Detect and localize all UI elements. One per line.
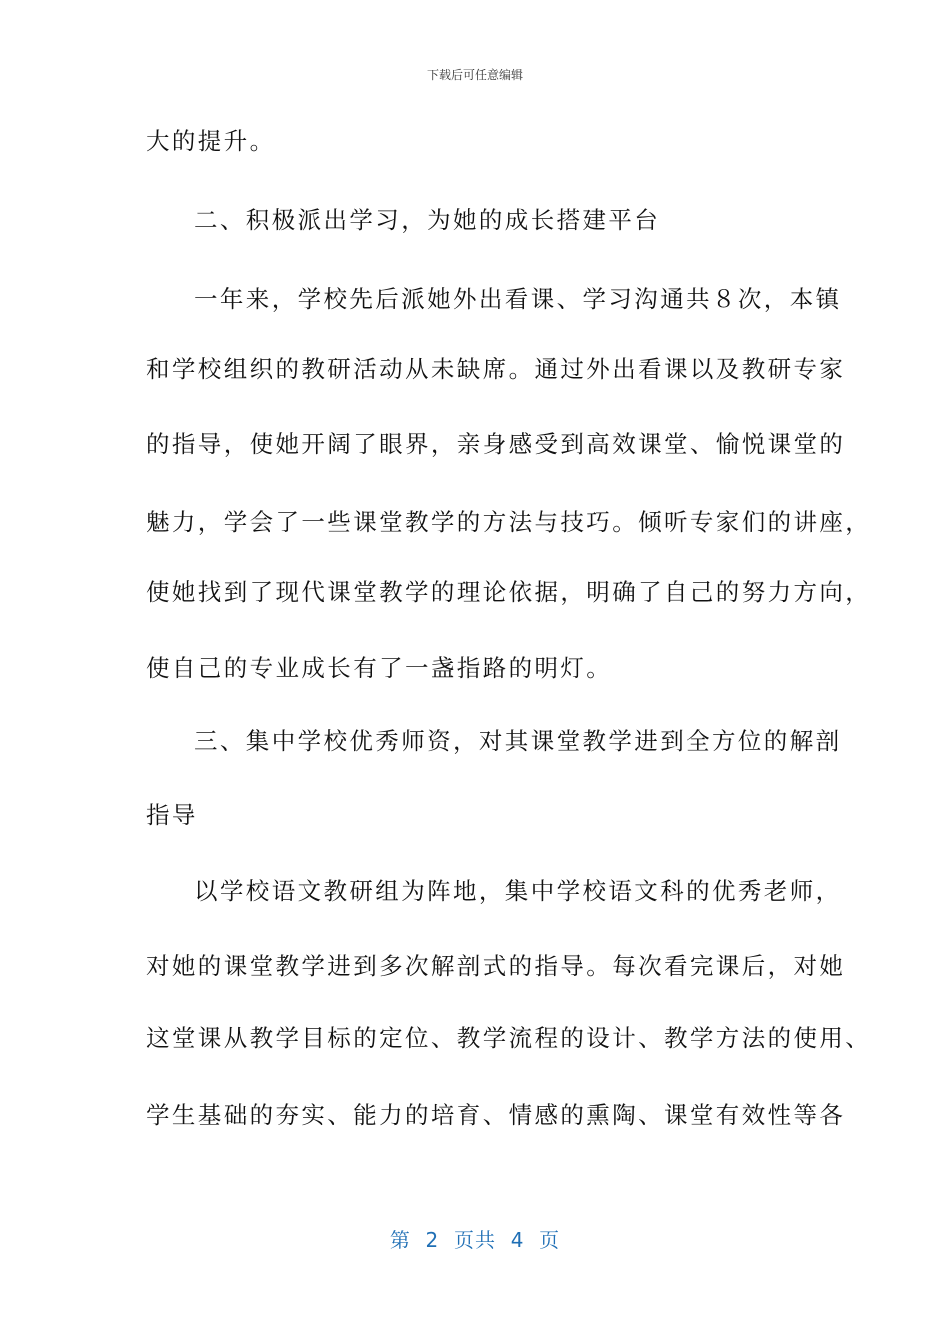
- text-line: 使她找到了现代课堂教学的理论依据，明确了自己的努力方向，: [146, 578, 872, 606]
- header-note: 下载后可任意编辑: [426, 68, 523, 82]
- text-line: 使自己的专业成长有了一盏指路的明灯。: [146, 654, 613, 682]
- section-heading-continued: 指导: [146, 801, 198, 829]
- text-line: 大的提升。: [146, 127, 276, 155]
- text-line: 这堂课从教学目标的定位、教学流程的设计、教学方法的使用、: [146, 1024, 872, 1052]
- text-line: 一年来，学校先后派她外出看课、学习沟通共８次，本镇: [194, 285, 842, 313]
- section-heading: 二、积极派出学习，为她的成长搭建平台: [194, 206, 661, 234]
- section-heading: 三、集中学校优秀师资，对其课堂教学进到全方位的解剖: [194, 727, 842, 755]
- text-line: 和学校组织的教研活动从未缺席。通过外出看课以及教研专家: [146, 355, 846, 383]
- text-line: 对她的课堂教学进到多次解剖式的指导。每次看完课后，对她: [146, 952, 846, 980]
- page-number: 第 2 页共 4 页: [389, 1228, 561, 1252]
- text-line: 魅力，学会了一些课堂教学的方法与技巧。倾听专家们的讲座，: [146, 508, 872, 536]
- text-line: 以学校语文教研组为阵地，集中学校语文科的优秀老师，: [194, 877, 842, 905]
- text-line: 的指导，使她开阔了眼界，亲身感受到高效课堂、愉悦课堂的: [146, 430, 846, 458]
- text-line: 学生基础的夯实、能力的培育、情感的熏陶、课堂有效性等各: [146, 1101, 846, 1129]
